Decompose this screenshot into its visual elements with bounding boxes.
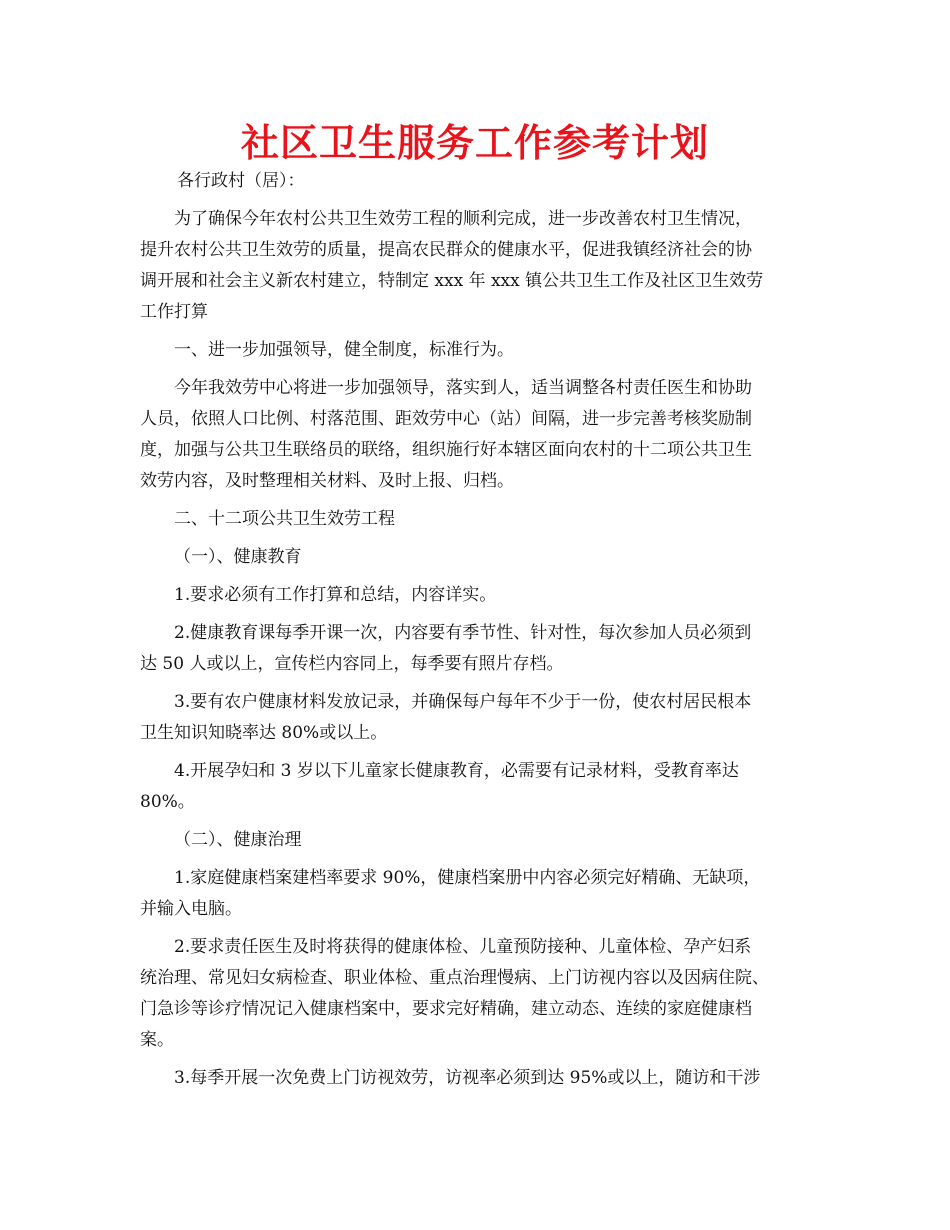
salutation-line: 各行政村（居）： (177, 171, 305, 191)
list-item-line: 案。 (140, 1030, 174, 1050)
section-heading-1: 一、进一步加强领导，健全制度，标准行为。 (174, 340, 514, 360)
list-item-line: 卫生知识知晓率达 80%或以上。 (140, 723, 388, 743)
subsection-heading-2: （二）、健康治理 (174, 830, 302, 850)
paragraph-line: 提升农村公共卫生效劳的质量，提高农民群众的健康水平，促进我镇经济社会的协 (140, 240, 752, 260)
paragraph-line: 调开展和社会主义新农村建立，特制定 xxx 年 xxx 镇公共卫生工作及社区卫生效劳 (140, 271, 764, 291)
list-item-line: 并输入电脑。 (140, 899, 242, 919)
list-item-line: 4.开展孕妇和 3 岁以下儿童家长健康教育，必需要有记录材料，受教育率达 (174, 761, 739, 781)
document-title: 社区卫生服务工作参考计划 (240, 121, 709, 165)
list-item-line: 80%。 (140, 792, 195, 812)
list-item-line: 门急诊等诊疗情况记入健康档案中，要求完好精确，建立动态、连续的家庭健康档 (140, 999, 752, 1019)
list-item-line: 3.要有农户健康材料发放记录，并确保每户每年不少于一份，使农村居民根本 (174, 692, 752, 712)
list-item-line: 1.家庭健康档案建档率要求 90%，健康档案册中内容必须完好精确、无缺项， (174, 868, 761, 888)
paragraph-line: 工作打算 (140, 302, 208, 322)
list-item-line: 2.健康教育课每季开课一次，内容要有季节性、针对性，每次参加人员必须到 (174, 623, 752, 643)
paragraph-line: 今年我效劳中心将进一步加强领导，落实到人，适当调整各村责任医生和协助 (174, 378, 752, 398)
paragraph-line: 人员，依照人口比例、村落范围、距效劳中心（站）间隔，进一步完善考核奖励制 (140, 409, 752, 429)
list-item-line: 达 50 人或以上，宣传栏内容同上，每季要有照片存档。 (140, 654, 564, 674)
section-heading-2: 二、十二项公共卫生效劳工程 (174, 509, 395, 529)
list-item-line: 统治理、常见妇女病检查、职业体检、重点治理慢病、上门访视内容以及因病住院、 (140, 968, 769, 988)
list-item-line: 1.要求必须有工作打算和总结，内容详实。 (174, 585, 497, 605)
paragraph-line: 为了确保今年农村公共卫生效劳工程的顺利完成，进一步改善农村卫生情况， (174, 209, 752, 229)
paragraph-line: 度，加强与公共卫生联络员的联络，组织施行好本辖区面向农村的十二项公共卫生 (140, 440, 752, 460)
list-item-line: 3.每季开展一次免费上门访视效劳，访视率必须到达 95%或以上，随访和干涉 (174, 1068, 761, 1088)
paragraph-line: 效劳内容，及时整理相关材料、及时上报、归档。 (140, 471, 514, 491)
document-body (140, 166, 812, 1094)
subsection-heading-1: （一）、健康教育 (174, 547, 302, 567)
list-item-line: 2.要求责任医生及时将获得的健康体检、儿童预防接种、儿童体检、孕产妇系 (174, 937, 752, 957)
